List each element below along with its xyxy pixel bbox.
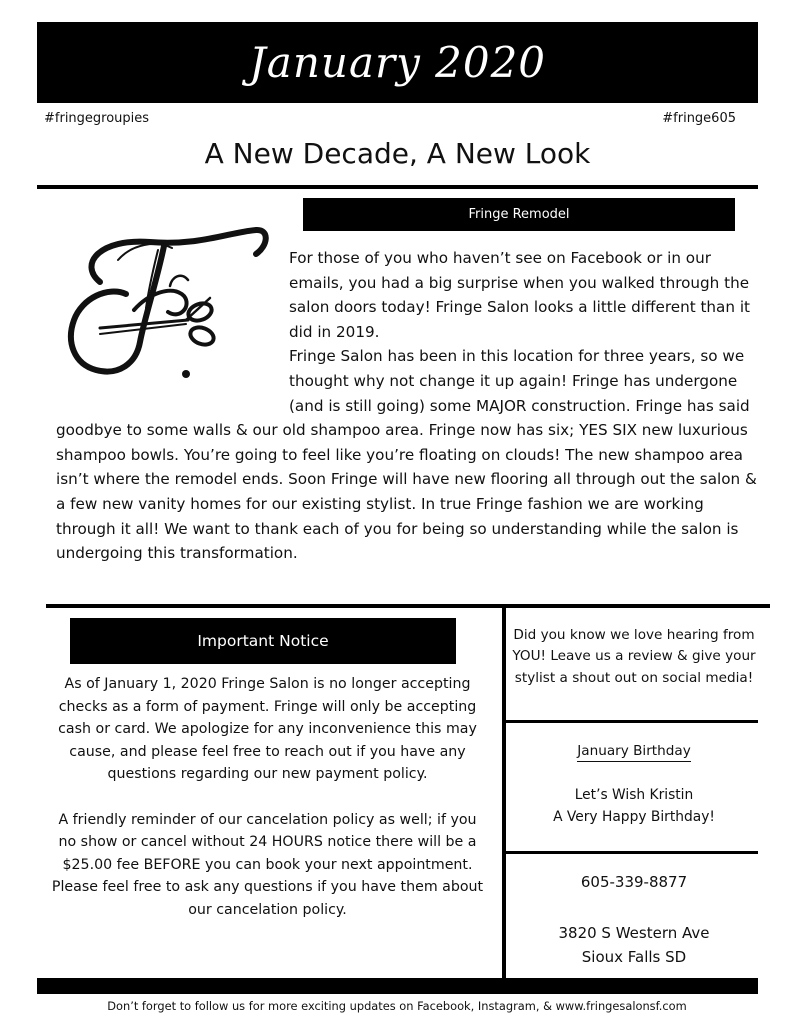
review-callout: Did you know we love hearing from YOU! Leave us a review & give your stylist a shout out on social media! [512,627,756,686]
birthday-message [510,785,758,828]
notice-body [50,673,485,922]
notice-cancelation-paragraph: A friendly reminder of our cancelation policy as well; if you no show or cancel without 24 HOURS notice there will be a $25.00 fee BEFORE you can book your next appointment. Please feel free to ask any questions if you have them about our cancelation policy. [51,811,484,918]
bottom-bar [37,978,758,994]
logo-wrap-spacer [56,246,289,416]
remodel-paragraph-1: For those of you who haven’t see on Facebook or in our emails, you had a big surprise when you walked through the salon doors today! Fringe Salon looks a little different than it did in 2019. [289,249,750,341]
birthday-title-text: January Birthday [577,743,691,762]
remodel-section-label: Fringe Remodel [303,198,735,231]
headline: A New Decade, A New Look [204,137,591,170]
newsletter-title: January 2020 [248,38,547,87]
notice-section-label: Important Notice [70,618,456,664]
remodel-paragraph-2: Fringe Salon has been in this location for three years, so we thought why not change it up again! Fringe has undergone (and is still going) some MAJOR construction. Fringe has said goodbye to some walls & our old shampoo area. Fringe now has six; YES SIX new luxurious shampoo bowls. You’re going to feel like you’re floating on clouds! The new shampoo area isn’t where the remodel ends. Soon Fringe will have new flooring all through out the salon & a few new vanity homes for our existing stylist. In true Fringe fashion we are working through it all! We want to thank each of you for being so understanding while the salon is undergoing this transformation. [56,347,757,563]
notice-payment-paragraph: As of January 1, 2020 Fringe Salon is no longer accepting checks as a form of payment. Fringe will only be accepting cash or card. We apologize for any inconvenience this may cause, and please feel free to reach out if you have any questions regarding our new payment policy. [58,676,477,783]
masthead-banner [37,22,758,103]
sidebar-divider-2 [506,851,758,854]
address-line-2: Sioux Falls SD [581,947,687,966]
middle-divider [46,604,770,608]
hashtag-right: #fringe605 [662,111,736,126]
hashtag-left: #fringegroupies [44,111,150,126]
birthday-line-1: Let’s Wish Kristin [574,787,694,803]
top-divider [37,185,758,189]
salon-address [510,922,758,969]
birthday-line-2: A Very Happy Birthday! [553,808,715,825]
column-divider [502,604,506,980]
phone-number: 605-339-8877 [580,873,688,891]
sidebar-divider-1 [506,720,758,723]
footer-note: Don’t forget to follow us for more exciting updates on Facebook, Instagram, & www.fringesalonsf.com [107,999,687,1013]
remodel-article [56,246,760,566]
address-line-1: 3820 S Western Ave [558,924,710,942]
birthday-heading [510,743,758,759]
